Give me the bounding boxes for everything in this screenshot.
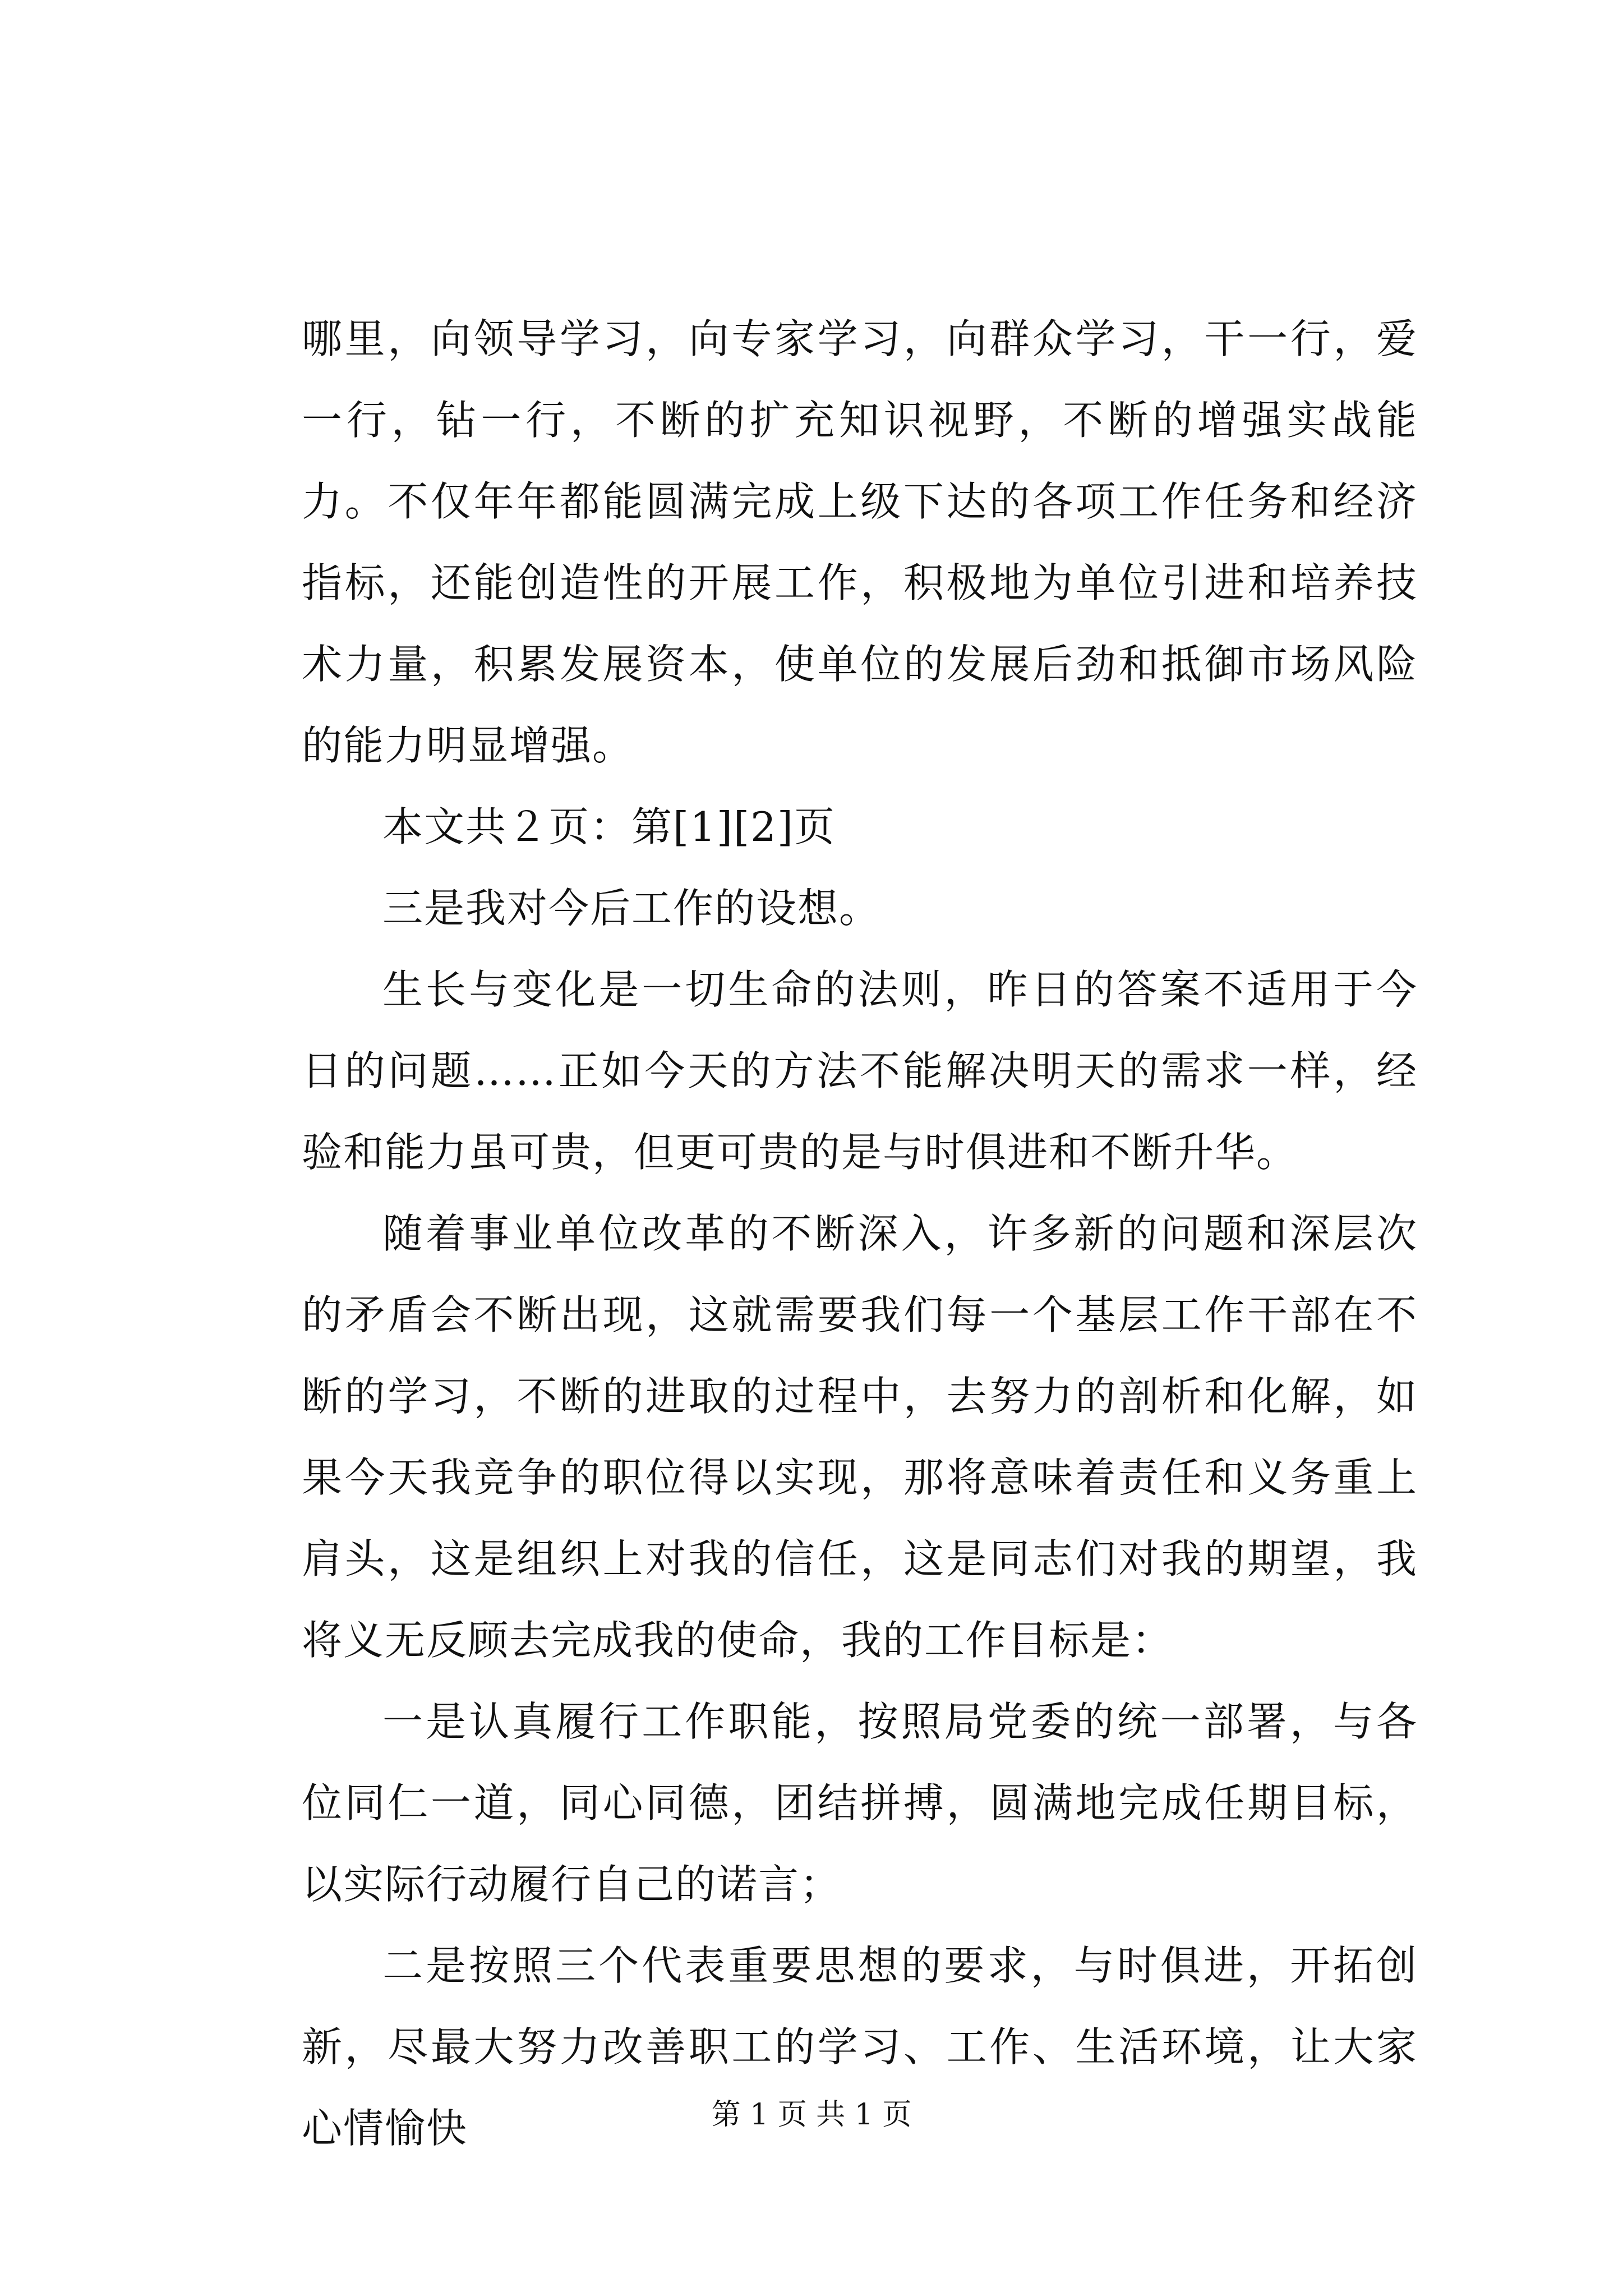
paragraph-continuation: 哪里，向领导学习，向专家学习，向群众学习，干一行，爱一行，钻一行，不断的扩充知识视野，不断的增强实战能力。不仅年年都能圆满完成上级下达的各项工作任务和经济指标，还能创造性的开展工作，积极地为单位引进和培养技术力量，积累发展资本，使单位的发展后劲和抵御市场风险的能力明显增强。 [302,315,1418,769]
paragraph-goal-one: 一是认真履行工作职能，按照局党委的统一部署，与各位同仁一道，同心同德，团结拼搏，圆满地完成任期目标，以实际行动履行自己的诺言； [302,1698,1418,1908]
page-footer: 第 1 页 共 1 页 [711,2098,912,2132]
paragraph-section-heading: 三是我对今后工作的设想。 [382,885,881,932]
document-body [302,298,1418,2169]
paragraph-goal-two: 二是按照三个代表重要思想的要求，与时俱进，开拓创新，尽最大努力改善职工的学习、工作、生活环境，让大家心情愉快 [302,1942,1418,2152]
paragraph-growth: 生长与变化是一切生命的法则，昨日的答案不适用于今日的问题……正如今天的方法不能解决明天的需求一样，经验和能力虽可贵，但更可贵的是与时俱进和不断升华。 [302,966,1418,1176]
paragraph-page-count: 本文共２页：第[1][2]页 [382,803,836,850]
paragraph-reform: 随着事业单位改革的不断深入，许多新的问题和深层次的矛盾会不断出现，这就需要我们每一个基层工作干部在不断的学习，不断的进取的过程中，去努力的剖析和化解，如果今天我竞争的职位得以实现，那将意味着责任和义务重上肩头，这是组织上对我的信任，这是同志们对我的期望，我将义无反顾去完成我的使命，我的工作目标是： [302,1210,1418,1664]
